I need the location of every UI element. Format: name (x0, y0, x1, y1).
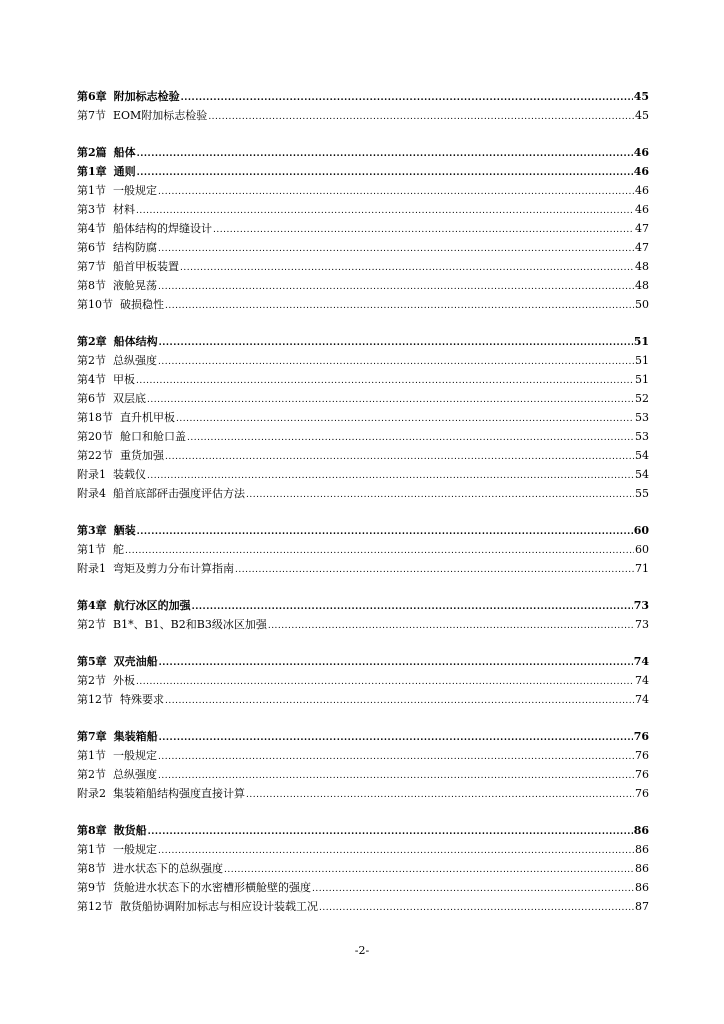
toc-entry-number: 第1节 (77, 843, 106, 856)
toc-entry-number: 第6章 (77, 90, 107, 103)
toc-dot-leader (181, 89, 633, 108)
toc-heading-entry[interactable] (77, 332, 649, 351)
toc-page-number: 86 (635, 881, 649, 894)
toc-entry-title: 重货加强 (120, 449, 164, 462)
toc-page-number: 48 (635, 260, 649, 273)
toc-page-number: 53 (635, 411, 649, 424)
toc-entry[interactable] (77, 427, 649, 446)
toc-entry-title: 直升机甲板 (120, 411, 175, 424)
toc-dot-leader (176, 410, 634, 429)
toc-entry-number: 第7节 (77, 109, 106, 122)
toc-group (77, 652, 649, 709)
toc-entry[interactable] (77, 840, 649, 859)
toc-entry-title: 双壳油船 (113, 655, 158, 668)
toc-entry-title: 船体 (113, 146, 136, 159)
toc-entry[interactable] (77, 765, 649, 784)
toc-entry-number: 附录4 (77, 487, 106, 500)
toc-dot-leader (235, 561, 634, 580)
toc-entry-number: 第12节 (77, 900, 113, 913)
toc-heading-entry[interactable] (77, 87, 649, 106)
toc-entry[interactable] (77, 540, 649, 559)
toc-page-number: 74 (633, 655, 649, 668)
toc-entry-number: 第2节 (77, 768, 106, 781)
toc-entry-title: 航行冰区的加强 (113, 599, 191, 612)
toc-page-number: 74 (635, 693, 649, 706)
toc-entry[interactable] (77, 690, 649, 709)
toc-page-number: 76 (635, 787, 649, 800)
toc-page-number: 51 (635, 373, 649, 386)
toc-page-number: 54 (635, 468, 649, 481)
toc-page-number: 71 (635, 562, 649, 575)
toc-dot-leader (158, 183, 634, 202)
toc-page-number: 76 (633, 730, 649, 743)
toc-entry[interactable] (77, 295, 649, 314)
toc-entry-title: 散货船 (113, 824, 147, 837)
toc-entry-title: 材料 (113, 203, 135, 216)
toc-entry[interactable] (77, 257, 649, 276)
toc-entry-number: 第8节 (77, 279, 106, 292)
toc-heading-entry[interactable] (77, 521, 649, 540)
toc-entry-number: 第7节 (77, 260, 106, 273)
toc-entry-title: 甲板 (113, 373, 135, 386)
toc-entry[interactable] (77, 276, 649, 295)
toc-heading-entry[interactable] (77, 596, 649, 615)
toc-entry-number: 第2节 (77, 354, 106, 367)
toc-entry-title: 舱口和舱口盖 (120, 430, 186, 443)
toc-entry-title: EOM附加标志检验 (113, 109, 208, 122)
toc-page-number: 73 (635, 618, 649, 631)
toc-heading-entry[interactable] (77, 727, 649, 746)
toc-dot-leader (137, 523, 633, 542)
toc-entry-number: 第8章 (77, 824, 107, 837)
toc-dot-leader (159, 654, 633, 673)
toc-entry[interactable] (77, 389, 649, 408)
toc-group (77, 332, 649, 503)
toc-page-number: 51 (635, 354, 649, 367)
toc-entry-number: 第8节 (77, 862, 106, 875)
toc-entry-number: 第2节 (77, 618, 106, 631)
toc-entry[interactable] (77, 746, 649, 765)
toc-entry-number: 附录2 (77, 787, 106, 800)
toc-page-number: 47 (635, 241, 649, 254)
toc-dot-leader (165, 448, 634, 467)
toc-entry-title: 双层底 (113, 392, 146, 405)
toc-page-number: 73 (633, 599, 649, 612)
toc-dot-leader (213, 221, 634, 240)
toc-page-number: 46 (633, 165, 649, 178)
toc-entry[interactable] (77, 859, 649, 878)
toc-entry-number: 第12节 (77, 693, 113, 706)
toc-entry[interactable] (77, 370, 649, 389)
toc-page-number: 45 (633, 90, 649, 103)
toc-heading-entry[interactable] (77, 143, 649, 162)
toc-page-number: 52 (635, 392, 649, 405)
toc-entry-number: 附录1 (77, 468, 106, 481)
toc-heading-entry[interactable] (77, 821, 649, 840)
toc-entry[interactable] (77, 408, 649, 427)
toc-page-number: 48 (635, 279, 649, 292)
toc-entry[interactable] (77, 200, 649, 219)
toc-entry-title: 外板 (113, 674, 135, 687)
toc-entry[interactable] (77, 446, 649, 465)
toc-dot-leader (159, 334, 633, 353)
toc-entry[interactable] (77, 878, 649, 897)
toc-page-number: 55 (635, 487, 649, 500)
toc-group (77, 521, 649, 578)
toc-page-number: 46 (635, 203, 649, 216)
toc-entry-title: 附加标志检验 (113, 90, 180, 103)
toc-dot-leader (246, 486, 634, 505)
toc-entry-title: 船首甲板装置 (113, 260, 179, 273)
toc-entry-title: 舵 (113, 543, 124, 556)
toc-dot-leader (319, 899, 634, 918)
toc-entry-title: 集装箱船结构强度直接计算 (113, 787, 245, 800)
toc-entry-number: 第1节 (77, 749, 106, 762)
toc-page-number: 54 (635, 449, 649, 462)
toc-page-number: 46 (635, 184, 649, 197)
toc-entry-title: 液舱晃荡 (113, 279, 157, 292)
toc-entry[interactable] (77, 671, 649, 690)
toc-page-number: 45 (635, 109, 649, 122)
toc-entry-title: 一般规定 (113, 749, 157, 762)
toc-entry-title: 一般规定 (113, 184, 157, 197)
toc-entry[interactable] (77, 465, 649, 484)
toc-entry-title: B1*、B1、B2和B3级冰区加强 (113, 618, 267, 631)
toc-dot-leader (165, 692, 634, 711)
toc-heading-entry[interactable] (77, 162, 649, 181)
toc-group (77, 596, 649, 634)
toc-page-number: 50 (635, 298, 649, 311)
toc-entry-title: 货舱进水状态下的水密槽形横舱壁的强度 (113, 881, 311, 894)
toc-entry-number: 第7章 (77, 730, 107, 743)
toc-page-number: 60 (635, 543, 649, 556)
toc-dot-leader (268, 617, 634, 636)
toc-entry-number: 第9节 (77, 881, 106, 894)
toc-entry-number: 第4节 (77, 222, 106, 235)
toc-page-number: 60 (633, 524, 649, 537)
toc-page-number: 46 (633, 146, 649, 159)
toc-entry-number: 第1章 (77, 165, 107, 178)
toc-entry-number: 第10节 (77, 298, 113, 311)
toc-page-number: 76 (635, 749, 649, 762)
toc-page-number: 87 (635, 900, 649, 913)
toc-entry-title: 总纵强度 (113, 354, 157, 367)
toc-entry-number: 第3章 (77, 524, 107, 537)
toc-page-number: 76 (635, 768, 649, 781)
toc-entry-title: 集装箱船 (113, 730, 158, 743)
toc-page-number: 47 (635, 222, 649, 235)
toc-entry-title: 结构防腐 (113, 241, 157, 254)
toc-entry-number: 附录1 (77, 562, 106, 575)
toc-entry-number: 第3节 (77, 203, 106, 216)
toc-entry-number: 第6节 (77, 392, 106, 405)
toc-entry[interactable] (77, 351, 649, 370)
toc-dot-leader (158, 748, 634, 767)
toc-entry-title: 破损稳性 (120, 298, 164, 311)
toc-dot-leader (187, 429, 634, 448)
toc-dot-leader (137, 145, 633, 164)
toc-entry-title: 船体结构 (113, 335, 158, 348)
toc-entry-title: 散货船协调附加标志与相应设计装载工况 (120, 900, 318, 913)
toc-dot-leader (147, 391, 634, 410)
toc-entry-number: 第4节 (77, 373, 106, 386)
toc-entry-number: 第4章 (77, 599, 107, 612)
toc-entry-number: 第22节 (77, 449, 113, 462)
toc-entry[interactable] (77, 615, 649, 634)
toc-heading-entry[interactable] (77, 652, 649, 671)
toc-entry-title: 一般规定 (113, 843, 157, 856)
toc-entry[interactable] (77, 106, 649, 125)
toc-dot-leader (180, 259, 634, 278)
toc-entry[interactable] (77, 559, 649, 578)
toc-entry-title: 进水状态下的总纵强度 (113, 862, 223, 875)
toc-dot-leader (136, 372, 634, 391)
toc-entry[interactable] (77, 181, 649, 200)
toc-page-number: 51 (633, 335, 649, 348)
toc-entry-title: 总纵强度 (113, 768, 157, 781)
toc-entry[interactable] (77, 219, 649, 238)
toc-entry-number: 第1节 (77, 543, 106, 556)
toc-group (77, 727, 649, 803)
toc-entry[interactable] (77, 897, 649, 916)
toc-page-number: 86 (635, 862, 649, 875)
toc-entry[interactable] (77, 238, 649, 257)
toc-entry-number: 第5章 (77, 655, 107, 668)
toc-entry-number: 第2篇 (77, 146, 107, 159)
toc-entry-number: 第20节 (77, 430, 113, 443)
table-of-contents (77, 87, 649, 934)
toc-dot-leader (148, 823, 633, 842)
toc-group (77, 87, 649, 125)
toc-entry-number: 第18节 (77, 411, 113, 424)
toc-page-number: 53 (635, 430, 649, 443)
toc-dot-leader (312, 880, 634, 899)
page-number: -2- (354, 944, 370, 957)
toc-group (77, 143, 649, 314)
toc-entry-number: 第2节 (77, 674, 106, 687)
toc-entry-number: 第6节 (77, 241, 106, 254)
toc-entry[interactable] (77, 484, 649, 503)
toc-dot-leader (165, 297, 634, 316)
toc-entry-number: 第1节 (77, 184, 106, 197)
toc-page-number: 86 (635, 843, 649, 856)
toc-entry-title: 装载仪 (113, 468, 146, 481)
toc-entry-title: 船体结构的焊缝设计 (113, 222, 212, 235)
toc-entry-title: 船首底部砰击强度评估方法 (113, 487, 245, 500)
toc-entry-number: 第2章 (77, 335, 107, 348)
toc-dot-leader (159, 729, 633, 748)
toc-entry-title: 特殊要求 (120, 693, 164, 706)
toc-entry-title: 通则 (113, 165, 136, 178)
toc-entry[interactable] (77, 784, 649, 803)
toc-entry-title: 弯矩及剪力分布计算指南 (113, 562, 234, 575)
toc-dot-leader (137, 164, 633, 183)
toc-dot-leader (158, 842, 634, 861)
toc-dot-leader (158, 240, 634, 259)
toc-dot-leader (136, 673, 634, 692)
toc-dot-leader (208, 108, 634, 127)
toc-dot-leader (246, 786, 634, 805)
toc-group (77, 821, 649, 916)
toc-dot-leader (158, 278, 634, 297)
toc-entry-title: 舾装 (113, 524, 136, 537)
toc-dot-leader (158, 353, 634, 372)
toc-page-number: 86 (633, 824, 649, 837)
toc-page-number: 74 (635, 674, 649, 687)
